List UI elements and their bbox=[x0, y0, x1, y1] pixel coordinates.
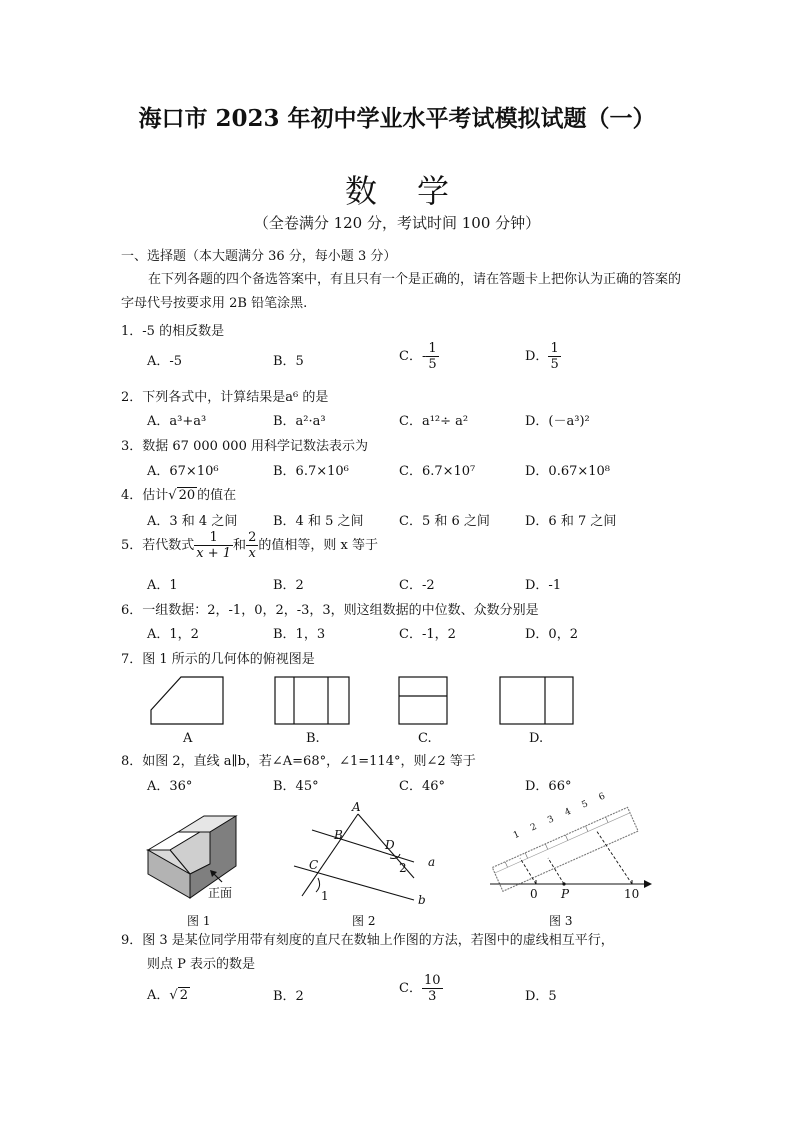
q7-figure-c bbox=[397, 674, 451, 728]
q2-option-d: D．(－a³)² bbox=[525, 414, 590, 429]
q7-label-b: B. bbox=[306, 731, 320, 746]
q6-option-c: C．-1，2 bbox=[399, 627, 456, 642]
q4-option-d: D．6 和 7 之间 bbox=[525, 514, 617, 529]
figure-3-label-10: 10 bbox=[624, 887, 640, 901]
figure-1-caption: 图 1 bbox=[187, 914, 211, 928]
figure-1-front-label: 正面 bbox=[208, 886, 233, 900]
q8-option-a: A．36° bbox=[147, 779, 193, 794]
figure-2-angle-1: 1 bbox=[321, 889, 329, 903]
q4-option-a: A．3 和 4 之间 bbox=[147, 514, 238, 529]
q8-stem: 8．如图 2，直线 a∥b，若∠A=68°，∠1=114°，则∠2 等于 bbox=[121, 754, 476, 769]
figure-2-line-b: b bbox=[418, 893, 426, 907]
q1-option-d: D． $\frac{1}{5}$ bbox=[525, 341, 559, 372]
figure-3-caption: 图 3 bbox=[549, 914, 573, 928]
figure-2-line-a: a bbox=[428, 855, 436, 869]
figure-2-label-D: D bbox=[385, 838, 395, 852]
q7-figure-a bbox=[148, 674, 228, 728]
section-heading: 一、选择题（本大题满分 36 分，每小题 3 分） bbox=[121, 249, 397, 264]
q8-option-c: C．46° bbox=[399, 779, 445, 794]
q3-option-d: D．0.67×10⁸ bbox=[525, 464, 611, 479]
q3-option-a: A．67×10⁶ bbox=[147, 464, 219, 479]
q5-option-d: D．-1 bbox=[525, 578, 562, 593]
q9-option-a: A．√ 2 bbox=[147, 988, 188, 1003]
q2-option-c: C．a¹²÷ a² bbox=[399, 414, 469, 429]
section-instructions: 在下列各题的四个备选答案中，有且只有一个是正确的，请在答题卡上把你认为正确的答案的字母代号按要求用 2B 铅笔涂黑. bbox=[121, 272, 682, 311]
q9-stem-line1: 9．图 3 是某位同学用带有刻度的直尺在数轴上作图的方法，若图中的虚线相互平行， bbox=[121, 933, 614, 948]
exam-info: （全卷满分 120 分，考试时间 100 分钟） bbox=[253, 214, 541, 232]
figure-2-label-A: A bbox=[352, 800, 361, 814]
figure-2-label-C: C bbox=[309, 858, 319, 872]
q6-option-d: D．0，2 bbox=[525, 627, 578, 642]
q1-option-b: B．5 bbox=[273, 354, 304, 369]
q5-stem: 5．若代数式 $\frac{1}{x + 1}$ 和 $\frac{2}{x}$ 的值相等，则 x 等于 bbox=[121, 530, 378, 561]
q8-option-d: D．66° bbox=[525, 779, 572, 794]
q5-option-c: C．-2 bbox=[399, 578, 435, 593]
q5-option-a: A．1 bbox=[147, 578, 178, 593]
q9-option-d: D．5 bbox=[525, 989, 557, 1004]
q4-option-c: C．5 和 6 之间 bbox=[399, 514, 490, 529]
q9-stem-line2: 则点 P 表示的数是 bbox=[147, 957, 256, 972]
figure-3-label-p: P bbox=[561, 887, 570, 901]
q4-option-b: B．4 和 5 之间 bbox=[273, 514, 364, 529]
q7-figure-d bbox=[498, 674, 576, 728]
q6-option-a: A．1，2 bbox=[147, 627, 199, 642]
q7-label-c: C. bbox=[418, 731, 432, 746]
exam-title: 海口市 2023 年初中学业水平考试模拟试题（一） bbox=[138, 105, 656, 132]
figure-2-angle-2: 2 bbox=[399, 861, 407, 875]
q9-option-c: C． $\frac{10}{3}$ bbox=[399, 973, 441, 1004]
q3-option-b: B．6.7×10⁶ bbox=[273, 464, 349, 479]
q6-option-b: B．1，3 bbox=[273, 627, 326, 642]
q4-stem: 4．估计√ 20 的值在 bbox=[121, 488, 237, 503]
q5-option-b: B．2 bbox=[273, 578, 304, 593]
q6-stem: 6．一组数据：2，-1，0，2，-3，3，则这组数据的中位数、众数分别是 bbox=[121, 603, 539, 618]
q1-option-a: A．-5 bbox=[147, 354, 183, 369]
figure-2 bbox=[288, 800, 438, 910]
q2-option-a: A．a³+a³ bbox=[147, 414, 207, 429]
subject-title: 数学 bbox=[344, 172, 489, 210]
q3-stem: 3．数据 67 000 000 用科学记数法表示为 bbox=[121, 439, 368, 454]
figure-3-label-0: 0 bbox=[530, 887, 538, 901]
q7-label-d: D. bbox=[529, 731, 544, 746]
figure-2-caption: 图 2 bbox=[352, 914, 376, 928]
q3-option-c: C．6.7×10⁷ bbox=[399, 464, 476, 479]
q1-stem: 1．-5 的相反数是 bbox=[121, 324, 225, 339]
q1-option-c: C．- $\frac{1}{5}$ bbox=[399, 341, 437, 372]
q7-figure-b bbox=[274, 674, 352, 728]
figure-2-label-B: B bbox=[334, 828, 343, 842]
q7-stem: 7．图 1 所示的几何体的俯视图是 bbox=[121, 652, 315, 667]
q7-label-a: A bbox=[183, 731, 193, 746]
figure-3-ruler-ticks: 123456 bbox=[512, 786, 619, 842]
q9-option-b: B．2 bbox=[273, 989, 304, 1004]
figure-1 bbox=[140, 806, 250, 906]
q8-option-b: B．45° bbox=[273, 779, 319, 794]
q2-stem: 2．下列各式中，计算结果是a⁶ 的是 bbox=[121, 390, 329, 405]
q2-option-b: B．a²·a³ bbox=[273, 414, 326, 429]
